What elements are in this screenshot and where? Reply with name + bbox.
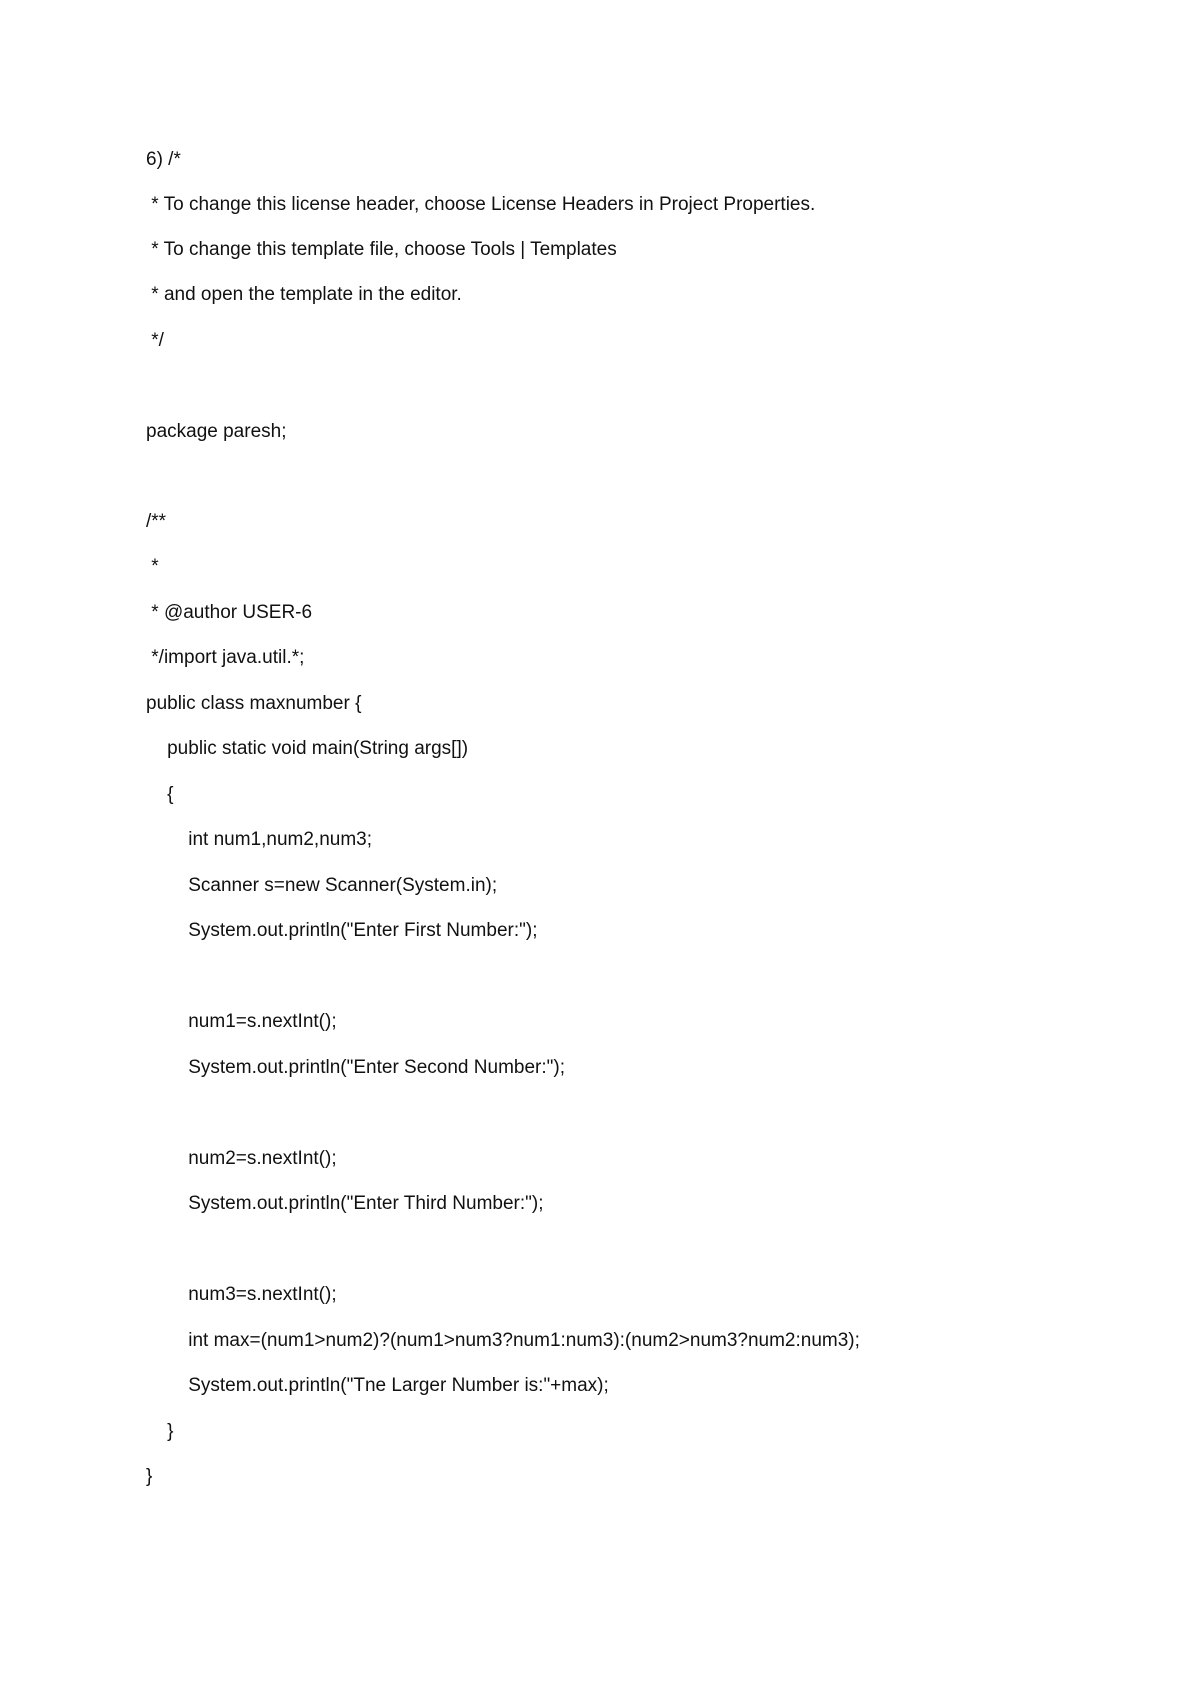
code-line: * @author USER-6 [146, 602, 313, 623]
code-line: } [146, 1421, 174, 1442]
code-line: * To change this license header, choose License Headers in Project Properties. [146, 194, 816, 215]
code-line: * [146, 556, 159, 577]
code-line: Scanner s=new Scanner(System.in); [146, 875, 498, 896]
code-line: } [146, 1466, 153, 1487]
code-line: * To change this template file, choose Tools | Templates [146, 239, 617, 260]
code-line: package paresh; [146, 421, 287, 442]
code-line: System.out.println("Enter Third Number:"); [146, 1193, 544, 1214]
code-line: System.out.println("Enter First Number:"); [146, 920, 538, 941]
code-line: num1=s.nextInt(); [146, 1011, 337, 1032]
code-line: int num1,num2,num3; [146, 829, 372, 850]
code-line: System.out.println("Enter Second Number:"); [146, 1057, 565, 1078]
code-line: */ [146, 330, 164, 351]
code-line: 6) /* [146, 149, 181, 170]
code-line: */import java.util.*; [146, 647, 305, 668]
code-line: public static void main(String args[]) [146, 738, 469, 759]
code-line: System.out.println("Tne Larger Number is:"+max); [146, 1375, 609, 1396]
code-line: * and open the template in the editor. [146, 284, 462, 305]
code-line: { [146, 784, 174, 805]
code-line: /** [146, 511, 167, 532]
code-line: num2=s.nextInt(); [146, 1148, 337, 1169]
code-line: public class maxnumber { [146, 693, 362, 714]
code-line: int max=(num1>num2)?(num1>num3?num1:num3):(num2>num3?num2:num3); [146, 1330, 860, 1351]
code-line: num3=s.nextInt(); [146, 1284, 337, 1305]
